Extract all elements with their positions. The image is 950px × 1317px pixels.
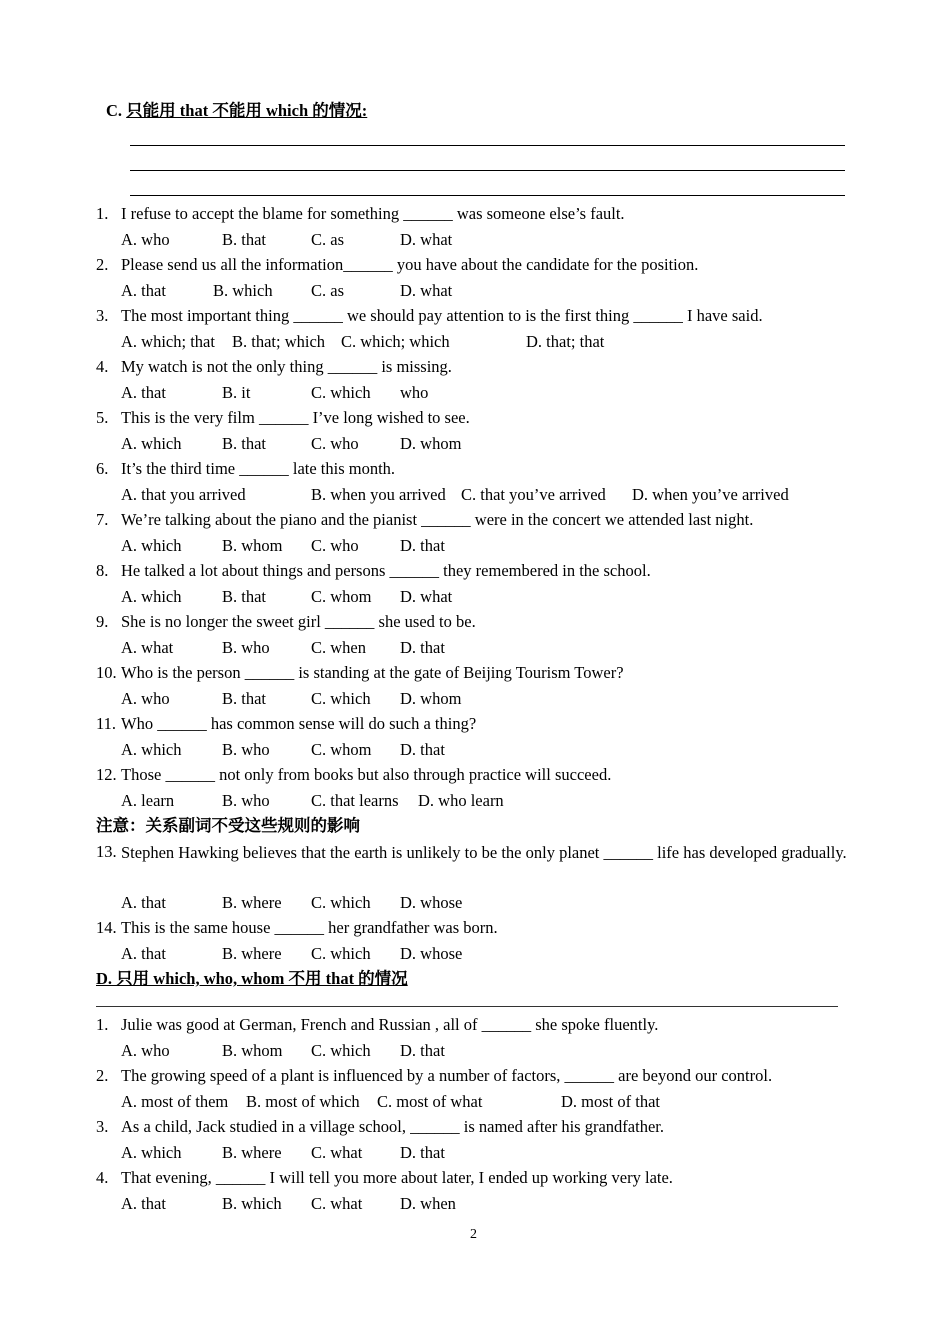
option-b: B. when you arrived: [311, 485, 446, 504]
question-text: He talked a lot about things and persons ______ they remembered in the school.: [121, 561, 651, 580]
option-c: C. which: [311, 383, 371, 402]
option-a: A. which; that: [121, 332, 215, 351]
option-c: C. what: [311, 1143, 363, 1162]
option-a: A. that you arrived: [121, 485, 246, 504]
question-number: 1.: [96, 1015, 109, 1034]
option-b: B. who: [222, 638, 270, 657]
option-c: C. that you’ve arrived: [461, 485, 606, 504]
option-a: A. which: [121, 1143, 182, 1162]
answer-line-d: [96, 1006, 838, 1007]
question-text: The most important thing ______ we should pay attention to is the first thing ______ I have said.: [121, 306, 763, 325]
option-a: A. which: [121, 536, 182, 555]
question-text: This is the same house ______ her grandfather was born.: [121, 918, 498, 937]
page-number: 2: [470, 1227, 477, 1242]
answer-line-2: [130, 170, 845, 171]
option-d: D. that: [400, 740, 445, 759]
option-b: B. that: [222, 434, 266, 453]
option-b: B. where: [222, 944, 282, 963]
question-number: 10.: [96, 663, 117, 682]
option-b: B. who: [222, 791, 270, 810]
answer-line-3: [130, 195, 845, 196]
option-d: D. whose: [400, 944, 463, 963]
option-a: A. that: [121, 944, 166, 963]
option-b: B. who: [222, 740, 270, 759]
option-d: D. that: [400, 1143, 445, 1162]
option-d: D. what: [400, 587, 453, 606]
option-d: D. most of that: [561, 1092, 660, 1111]
option-c: C. which: [311, 893, 371, 912]
question-number: 6.: [96, 459, 109, 478]
question-number: 3.: [96, 306, 109, 325]
question-number: 12.: [96, 765, 117, 784]
question-text: Who ______ has common sense will do such a thing?: [121, 714, 477, 733]
question-number: 9.: [96, 612, 109, 631]
option-c: C. whom: [311, 740, 372, 759]
option-c: C. which; which: [341, 332, 450, 351]
option-a: A. that: [121, 1194, 166, 1213]
question-number: 7.: [96, 510, 109, 529]
option-d: D. whom: [400, 689, 462, 708]
question-number: 3.: [96, 1117, 109, 1136]
option-d: D. when: [400, 1194, 456, 1213]
option-c: C. whom: [311, 587, 372, 606]
option-c: C. as: [311, 230, 344, 249]
section-d-title: D. 只用 which, who, whom 不用 that 的情况: [96, 969, 408, 988]
option-d: D. whose: [400, 893, 463, 912]
option-a: A. that: [121, 383, 166, 402]
question-text: The growing speed of a plant is influenced by a number of factors, ______ are beyond our control.: [121, 1066, 773, 1085]
option-b: B. which: [222, 1194, 282, 1213]
question-number: 14.: [96, 918, 117, 937]
question-text: She is no longer the sweet girl ______ she used to be.: [121, 612, 476, 631]
option-a: A. learn: [121, 791, 175, 810]
question-number: 4.: [96, 357, 109, 376]
question-number: 2.: [96, 255, 109, 274]
option-b: B. where: [222, 893, 282, 912]
option-a: A. that: [121, 281, 166, 300]
option-c: C. as: [311, 281, 344, 300]
option-b: B. that; which: [232, 332, 326, 351]
option-c: C. most of what: [377, 1092, 483, 1111]
option-b: B. it: [222, 383, 251, 402]
option-b: B. where: [222, 1143, 282, 1162]
question-text: Please send us all the information______ you have about the candidate for the position.: [121, 255, 699, 274]
option-b: B. that: [222, 230, 266, 249]
option-b: B. that: [222, 689, 266, 708]
question-text: Julie was good at German, French and Russian , all of ______ she spoke fluently.: [121, 1015, 659, 1034]
option-d: D. what: [400, 230, 453, 249]
option-a: A. that: [121, 893, 166, 912]
note-heading: 注意：关系副词不受这些规则的影响: [96, 816, 360, 835]
section-c-label: C.: [106, 101, 123, 120]
question-text: As a child, Jack studied in a village school, ______ is named after his grandfather.: [121, 1117, 664, 1136]
question-text: We’re talking about the piano and the pianist ______ were in the concert we attended last night.: [121, 510, 754, 529]
question-number: 2.: [96, 1066, 109, 1085]
question-number: 1.: [96, 204, 109, 223]
option-a: A. most of them: [121, 1092, 229, 1111]
question-number: 13.: [96, 842, 117, 861]
option-b: B. that: [222, 587, 266, 606]
question-number: 4.: [96, 1168, 109, 1187]
question-number: 8.: [96, 561, 109, 580]
option-b: B. whom: [222, 1041, 283, 1060]
option-d: who: [400, 383, 429, 402]
option-c: C. who: [311, 434, 359, 453]
option-c: C. that learns: [311, 791, 399, 810]
option-c: C. who: [311, 536, 359, 555]
question-text: Those ______ not only from books but also through practice will succeed.: [121, 765, 612, 784]
option-c: C. which: [311, 1041, 371, 1060]
option-d: D. whom: [400, 434, 462, 453]
question-number: 11.: [96, 714, 117, 733]
option-a: A. who: [121, 230, 170, 249]
option-d: D. who learn: [418, 791, 504, 810]
option-a: A. who: [121, 689, 170, 708]
option-c: C. which: [311, 944, 371, 963]
option-d: D. that: [400, 536, 445, 555]
question-text: This is the very film ______ I’ve long wished to see.: [121, 408, 470, 427]
option-d: D. when you’ve arrived: [632, 485, 789, 504]
option-a: A. which: [121, 740, 182, 759]
section-c-heading: [106, 101, 367, 121]
section-c-title: 只能用 that 不能用 which 的情况:: [126, 101, 368, 120]
option-c: C. when: [311, 638, 366, 657]
option-b: B. whom: [222, 536, 283, 555]
option-a: A. who: [121, 1041, 170, 1060]
option-a: A. which: [121, 587, 182, 606]
question-text: Stephen Hawking believes that the earth is unlikely to be the only planet ______ life has developed gradually.: [121, 843, 847, 862]
answer-line-1: [130, 145, 845, 146]
question-text: That evening, ______ I will tell you more about later, I ended up working very late.: [121, 1168, 673, 1187]
option-d: D. that: [400, 1041, 445, 1060]
question-text: Who is the person ______ is standing at the gate of Beijing Tourism Tower?: [121, 663, 624, 682]
option-a: A. which: [121, 434, 182, 453]
option-b: B. which: [213, 281, 273, 300]
option-b: B. most of which: [246, 1092, 360, 1111]
option-d: D. that: [400, 638, 445, 657]
option-c: C. which: [311, 689, 371, 708]
question-number: 5.: [96, 408, 109, 427]
option-c: C. what: [311, 1194, 363, 1213]
option-d: D. that; that: [526, 332, 605, 351]
option-d: D. what: [400, 281, 453, 300]
option-a: A. what: [121, 638, 174, 657]
question-text: My watch is not the only thing ______ is missing.: [121, 357, 452, 376]
question-text: It’s the third time ______ late this month.: [121, 459, 396, 478]
question-text: I refuse to accept the blame for something ______ was someone else’s fault.: [121, 204, 625, 223]
